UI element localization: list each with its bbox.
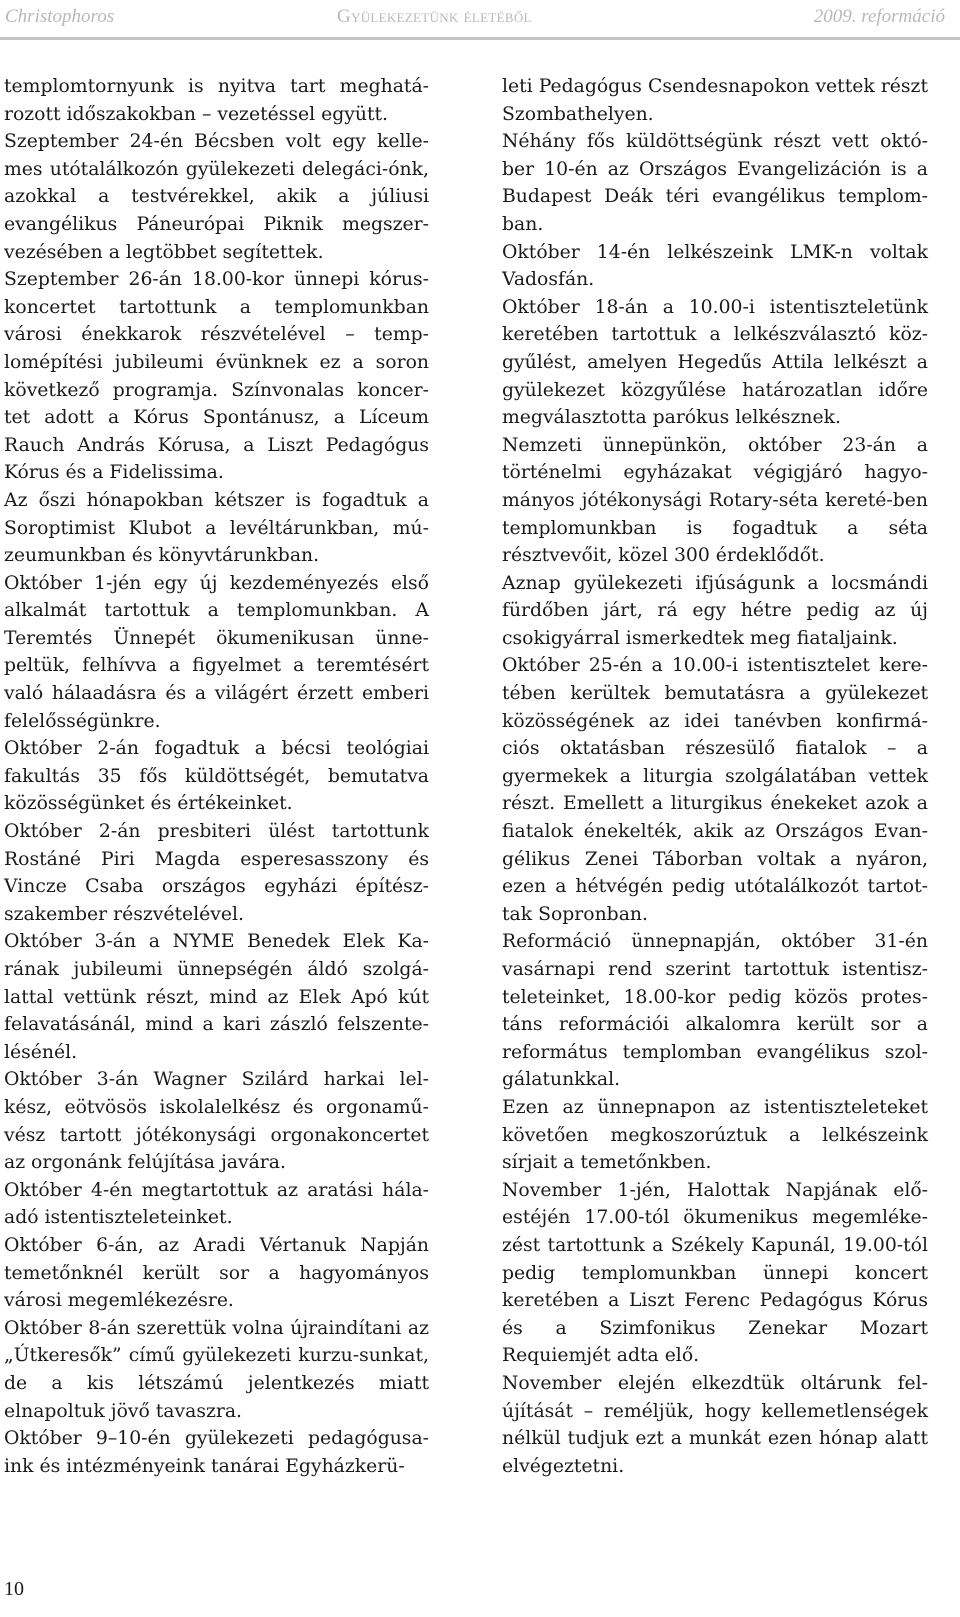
paragraph: Október 2-án fogadtuk a bécsi teológiai fakultás 35 fős küldöttségét, bemutatva közösségünket és értékeinket. (4, 738, 429, 815)
paragraph: Október 4-én megtartottuk az aratási hála-adó istentiszteleteinket. (4, 1179, 429, 1229)
right-column (502, 73, 928, 1480)
paragraph: Október 14-én lelkészeink LMK-n voltak Vadosfán. (502, 241, 928, 291)
paragraph: Nemzeti ünnepünkön, október 23-án a történelmi egyházakat végigjáró hagyo-mányos jótékonysági Rotary-séta kereté-ben templomunkban is fogadtuk a séta résztvevőit, közel 300 érdeklődőt. (502, 434, 928, 567)
paragraph: Október 3-án Wagner Szilárd harkai lel-kész, eötvösös iskolalelkész és orgonamű-vész tartott jótékonysági orgonakoncertet az orgonánk felújítása javára. (4, 1069, 429, 1174)
paragraph: November elején elkezdtük oltárunk fel-újítását – reméljük, hogy kellemetlenségek nélkül tudjuk ezt a munkát ezen hónap alatt elvégeztetni. (502, 1372, 928, 1477)
page-number: 10 (4, 1578, 24, 1600)
running-header (5, 6, 955, 34)
paragraph: November 1-jén, Halottak Napjának elő-estéjén 17.00-tól ökumenikus megemléke-zést tartottunk a Székely Kapunál, 19.00-tól pedig templomunkban ünnepi koncert keretében a Liszt Ferenc Pedagógus Kórus és a Szimfonikus Zenekar Mozart Requiemjét adta elő. (502, 1179, 928, 1367)
paragraph: Október 1-jén egy új kezdeményezés első alkalmát tartottuk a templomunkban. A Teremtés Ünnepét ökumenikusan ünne-peltük, felhívva a figyelmet a teremtésért való hálaadásra és a világért érzett emberi felelősségünkre. (4, 572, 429, 732)
paragraph: Október 3-án a NYME Benedek Elek Ka-rának jubileumi ünnepségén áldó szolgá-lattal vettünk részt, mind az Elek Apó kút felavatásánál, mind a kari zászló felszente-lésénél. (4, 931, 429, 1063)
left-column (4, 73, 429, 1480)
paragraph: templomtornyunk is nyitva tart meghatá-rozott időszakokban – vezetéssel együtt. (4, 76, 429, 125)
paragraph: Ezen az ünnepnapon az istentiszteleteket követően megkoszorúztuk a lelkészeink sírjait a temetőnkben. (502, 1096, 928, 1174)
paragraph: Szeptember 24-én Bécsben volt egy kelle-mes utótalálkozón gyülekezeti delegáci-ónk, azokkal a testvérekkel, akik a júliusi evangélikus Páneurópai Piknik megszer-vezésében a legtöbbet segítettek. (4, 131, 429, 263)
paragraph: Október 2-án presbiteri ülést tartottunk Rostáné Piri Magda esperesasszony és Vincze Csaba országos egyházi építész-szakember részvételével. (4, 821, 429, 925)
paragraph: Aznap gyülekezeti ifjúságunk a locsmándi fürdőben járt, rá egy hétre pedig az új csokigyárral ismerkedtek meg fiataljaink. (502, 572, 928, 649)
header-issue-label: 2009. reformáció (813, 6, 945, 27)
paragraph: Az őszi hónapokban kétszer is fogadtuk a Soroptimist Klubot a levéltárunkban, mú-zeumunkban és könyvtárunkban. (4, 489, 429, 567)
paragraph: Október 6-án, az Aradi Vértanuk Napján temetőnknél került sor a hagyományos városi megemlékezésre. (4, 1234, 429, 1312)
paragraph: Reformáció ünnepnapján, október 31-én vasárnapi rend szerint tartottuk istentisz-teleteinket, 18.00-kor pedig közös protes-táns reformációi alkalomra került sor a református templomban evangélikus szol-gálatunkkal. (502, 931, 928, 1091)
paragraph: Október 25-én a 10.00-i istentisztelet kere-tében kerültek bemutatásra a gyülekezet közösségének az idei tanévben konfirmá-ciós oktatásban részesülő fiatalok – a gyermekek a liturgia szolgálatában vettek részt. Emellett a liturgikus énekeket azok a fiatalok énekelték, akik az Országos Evan-gélikus Zenei Táborban voltak a nyáron, ezen a hétvégén pedig utótalálkozót tartot-tak Sopronban. (502, 655, 928, 925)
paragraph: Október 9–10-én gyülekezeti pedagógusa-ink és intézményeink tanárai Egyházkerü- (4, 1428, 429, 1477)
header-publication-title: Christophoros (5, 6, 115, 27)
paragraph: Néhány fős küldöttségünk részt vett októ-ber 10-én az Országos Evangelizáción is a Budapest Deák téri evangélikus templom-ban. (502, 131, 928, 235)
paragraph: Október 18-án a 10.00-i istentiszteletünk keretében tartottuk a lelkészválasztó köz-gyűlést, amelyen Hegedűs Attila lelkészt a gyülekezet közgyűlése határozatlan időre megválasztotta parókus lelkésznek. (502, 296, 928, 429)
header-section-title: Gyülekezetünk életéből (337, 6, 532, 27)
paragraph: Szeptember 26-án 18.00-kor ünnepi kórus-koncertet tartottunk a templomunkban városi énekkarok részvételével – temp-lomépítési jubileumi évünknek ez a soron következő programja. Színvonalas koncer-tet adott a Kórus Spontánusz, a Líceum Rauch András Kórusa, a Liszt Pedagógus Kórus és a Fidelissima. (4, 269, 429, 484)
paragraph: leti Pedagógus Csendesnapokon vettek részt Szombathelyen. (502, 76, 928, 125)
paragraph: Október 8-án szerettük volna újraindítani az „Útkeresők” című gyülekezeti kurzu-sunkat, de a kis létszámú jelentkezés miatt elnapoltuk jövő tavaszra. (4, 1317, 429, 1422)
header-divider (0, 37, 960, 40)
